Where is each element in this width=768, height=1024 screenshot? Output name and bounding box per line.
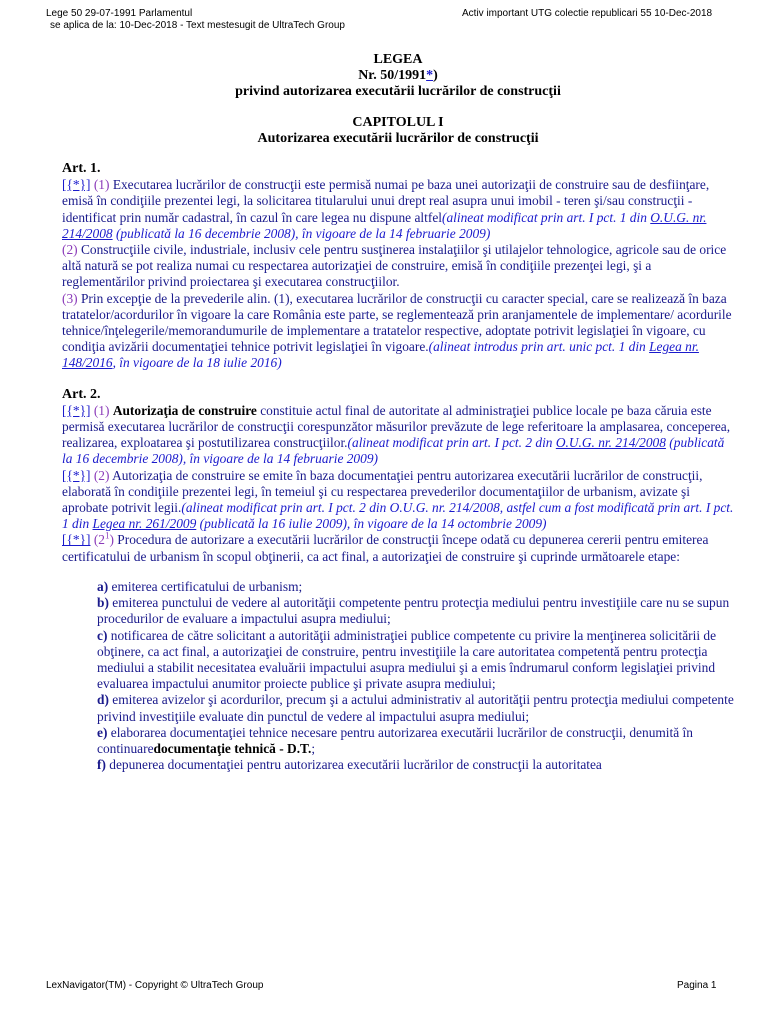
list-item-text: notificarea de către solicitant a autorităţii administraţiei publice competente cu privire la menţinerea solicitării de obţinere, ca act final, a autorizaţiei de construire, pentru investiţiile la care autoritatea competentă pentru protecţia mediului a stabilit necesitatea evaluării impactului asupra mediului şi a emis îndrumarul conform legislaţiei privind evaluarea impactului anumitor proiecte publice şi private asupra mediului;: [97, 627, 717, 692]
art1-p2-number: (2): [62, 242, 78, 258]
art1-p1-note-link[interactable]: O.U.G. nr. 214/2008: [62, 209, 707, 241]
law-number-footnote-link[interactable]: *: [426, 68, 434, 84]
art1-p1-number: (1): [93, 177, 110, 193]
law-number: Nr. 50/1991: [358, 68, 427, 84]
article-2-heading: Art. 2.: [62, 386, 101, 402]
art1-p3-note-end: , în vigoare de la 18 iulie 2016): [112, 355, 282, 371]
art1-p3-note-link[interactable]: Legea nr. 148/2016: [62, 339, 699, 371]
art2-p2-note: (alineat modificat prin art. I pct. 2 din O.U.G. nr. 214/2008, astfel cum a fost modificată prin art. I pct. 1 din: [62, 500, 734, 532]
list-item: [62, 579, 734, 595]
law-title-number: [62, 68, 734, 84]
art2-para-2-1: [62, 532, 734, 564]
art2-p1-note: (alineat modificat prin art. I pct. 2 din: [347, 435, 556, 451]
art1-p1-ref-link[interactable]: [{*}]: [62, 177, 91, 193]
list-item: [62, 692, 734, 724]
list-item-label: a): [97, 578, 109, 594]
art2-p21-number-close: ): [109, 532, 114, 548]
list-item-text: emiterea avizelor şi acordurilor, precum şi a actului administrativ al autorităţii pentru protecţia mediului competente privind investiţiile evaluate din punctul de vedere al impactului asupra mediului;: [97, 692, 734, 724]
law-number-close: ): [433, 68, 438, 84]
art2-p1-ref-link[interactable]: [{*}]: [62, 402, 91, 418]
art1-p1-note-end: (publicată la 16 decembrie 2008), în vigoare de la 14 februarie 2009): [112, 225, 491, 241]
art2-para-1: [62, 403, 734, 468]
art1-para-1: [62, 177, 734, 242]
list-item-text: elaborarea documentaţiei tehnice necesare pentru autorizarea executării lucrărilor de construcţii, denumită în continuare: [97, 724, 693, 756]
header-left-line2: se aplica de la: 10-Dec-2018 - Text mestesugit de UltraTech Group: [50, 20, 345, 31]
document-body: [62, 52, 734, 773]
art2-p21-ref-link[interactable]: [{*}]: [62, 532, 91, 548]
list-item-label: e): [97, 724, 108, 740]
list-item-label: c): [97, 627, 108, 643]
art2-p2-number: (2): [93, 467, 110, 483]
art2-p21-text: Procedura de autorizare a executării lucrărilor de construcţii începe odată cu depunerea cererii pentru emiterea certificatului de urbanism în scopul obţinerii, ca act final, a autorizaţiei de construire şi cuprinde următoarele etape:: [62, 532, 709, 564]
list-item-label: d): [97, 692, 109, 708]
art2-p21-number: [94, 532, 114, 547]
art2-p1-note-end: (publicată la 16 decembrie 2008), în vigoare de la 14 februarie 2009): [62, 435, 725, 467]
art2-p2-note-end: (publicată la 16 iulie 2009), în vigoare de la 14 octombrie 2009): [196, 516, 547, 532]
list-item: [62, 757, 734, 773]
art1-p3-text: Prin excepţie de la prevederile alin. (1), executarea lucrărilor de construcţii cu caracter special, care se realizează în baza tratatelor/acordurilor în vigoare la care România este parte, se reglementează prin aranjamentele de implementare/ acordurile tehnice/înţelegerile/memorandumurile de implementare a tratatelor respective, adoptate potrivit legislaţiei în vigoare, cu condiţia avizării documentaţiei tehnice potrivit legislaţiei în vigoare.: [62, 290, 732, 355]
art2-p1-number: (1): [93, 402, 110, 418]
art2-p21-number-sup: 1: [104, 531, 110, 542]
list-item-text: depunerea documentaţiei pentru autorizarea executării lucrărilor de construcţii la autoritatea: [105, 757, 602, 773]
list-item: [62, 725, 734, 757]
list-item-text: emiterea certificatului de urbanism;: [108, 578, 303, 594]
art1-p2-text: Construcţiile civile, industriale, inclusiv cele pentru susţinerea instalaţiilor şi utilajelor tehnologice, agricole sau de orice altă natură se pot realiza numai cu respectarea autorizaţiei de construire, emisă în condiţiile prezenţei legi, şi a reglementărilor privind proiectarea şi executarea construcţiilor.: [62, 242, 727, 290]
chapter-title: Autorizarea executării lucrărilor de construcţii: [257, 130, 539, 146]
list-item-tail: ;: [311, 740, 316, 756]
art1-para-2: [62, 242, 734, 291]
art2-para-2: [62, 468, 734, 533]
art2-p21-number-open: (2: [93, 532, 105, 548]
art1-p1-note: (alineat modificat prin art. I pct. 1 din: [441, 209, 651, 225]
art2-p2-text: Autorizaţia de construire se emite în baza documentaţiei pentru autorizarea executării lucrărilor de construcţii, elaborată în condiţiile prezentei legi, în temeiul şi cu respectarea prevederilor documentaţiilor de urbanism, avizate şi aprobate potrivit legii.: [62, 467, 703, 516]
art1-para-3: [62, 291, 734, 372]
art1-p3-number: (3): [62, 290, 78, 306]
art2-p1-note-link[interactable]: O.U.G. nr. 214/2008: [555, 435, 666, 451]
list-item-label: f): [97, 757, 106, 773]
list-item-text: emiterea punctului de vedere al autorităţii competente pentru protecţia mediului pentru investiţiile care nu se supun procedurilor de evaluare a impactului asupra mediului;: [97, 595, 730, 627]
art2-p1-bold-term: Autorizaţia de construire: [112, 402, 257, 418]
footer-page-number: Pagina 1: [677, 980, 717, 991]
art2-p2-ref-link[interactable]: [{*}]: [62, 467, 91, 483]
list-item: [62, 595, 734, 627]
footer-copyright: LexNavigator(TM) - Copyright © UltraTech Group: [46, 980, 264, 991]
header-right: Activ important UTG colectie republicari 55 10-Dec-2018: [462, 8, 713, 19]
art1-p3-note: (alineat introdus prin art. unic pct. 1 din: [428, 339, 650, 355]
chapter-heading: CAPITOLUL I: [352, 114, 444, 130]
art2-p1-text: constituie actul final de autoritate al administraţiei publice locale pe baza căruia este permisă executarea lucrărilor de construcţii corespunzător măsurilor prevăzute de lege referitoare la amplasarea, conceperea, realizarea, exploatarea şi postutilizarea construcţiilor.: [62, 402, 731, 451]
art2-p2-note-link[interactable]: Legea nr. 261/2009: [92, 516, 197, 532]
law-title-subject: privind autorizarea executării lucrărilor de construcţii: [235, 84, 561, 100]
article-1-heading: Art. 1.: [62, 161, 101, 177]
list-item: [62, 628, 734, 693]
art1-p1-text: Executarea lucrărilor de construcţii este permisă numai pe baza unei autorizaţii de construire sau de desfiinţare, emisă în condiţiile prezentei legi, la solicitarea titularului unui drept real asupra unui imobil - teren şi/sau construcţii - identificat prin număr cadastral, în cazul în care legea nu dispune altfel: [62, 177, 710, 225]
law-title-type: LEGEA: [373, 52, 423, 67]
list-item-label: b): [97, 595, 109, 611]
list-item-bold-term: documentaţie tehnică - D.T.: [153, 740, 312, 756]
stages-list: [62, 579, 734, 773]
header-left-line1: Lege 50 29-07-1991 Parlamentul: [46, 8, 193, 19]
